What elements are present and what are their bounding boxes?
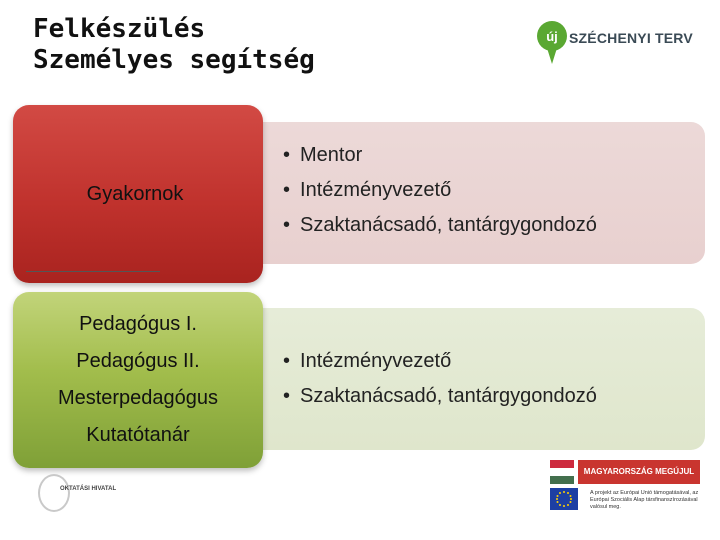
szechenyi-pin-icon [535,20,571,64]
row-2-support-list [283,344,597,414]
slide-title [33,14,315,76]
box-label: Pedagógus I. [79,313,197,335]
list-item: • Intézményvezető [283,344,597,379]
magyarorszag-megujul-text: MAGYARORSZÁG MEGÚJUL [578,460,700,484]
oktatasi-hivatal-text: OKTATÁSI HIVATAL [60,486,117,492]
szechenyi-terv-logo [535,18,695,70]
gyakornok-box [13,105,263,283]
eu-flag-icon [550,488,578,510]
szechenyi-terv-text: SZÉCHENYI TERV [569,30,693,46]
box-label: Kutatótanár [86,424,190,446]
eu-funding-text: A projekt az Európai Unió támogatásával, az Európai Szociális Alap társfinanszírozásával valósul meg. [590,490,699,510]
box-label: Gyakornok [86,182,184,205]
box-label: Pedagógus II. [76,350,200,372]
box-label: Mesterpedagógus [57,387,219,409]
list-item: • Szaktanácsadó, tantárgygondozó [283,208,597,243]
oktatasi-hivatal-logo [38,474,138,514]
list-item: • Intézményvezető [283,173,597,208]
list-item: • Szaktanácsadó, tantárgygondozó [283,379,597,414]
magyarorszag-megujul-logo [550,460,700,486]
title-line-2: Személyes segítség [33,45,315,75]
row-1-support-list [283,138,597,243]
list-item: • Mentor [283,138,597,173]
svg-text:új: új [546,29,558,44]
oktatasi-hivatal-emblem-icon [38,474,70,512]
divider-line [26,271,160,272]
eu-logo [550,488,700,514]
hungarian-flag-icon [550,460,574,484]
title-line-1: Felkészülés [33,14,206,44]
pedagogus-box [13,292,263,468]
